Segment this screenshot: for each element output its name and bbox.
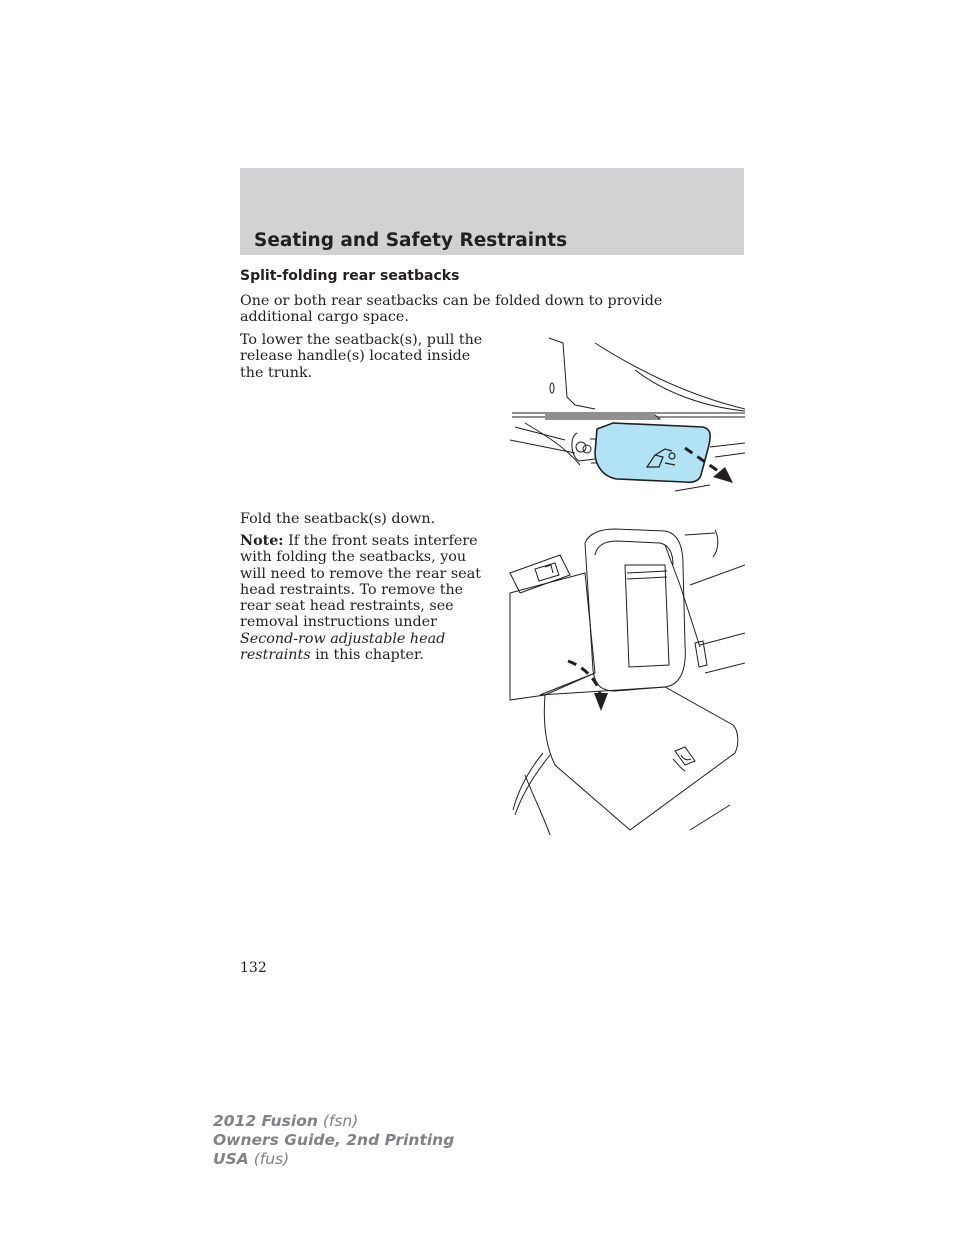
- note-label: Note:: [240, 533, 284, 549]
- fold-direction-arrow: [568, 661, 608, 711]
- footer-model-line: [213, 1112, 454, 1131]
- footer-region-line: [213, 1150, 454, 1169]
- section-heading: Split-folding rear seatbacks: [240, 268, 460, 284]
- page-number: 132: [240, 960, 267, 976]
- release-handle-highlight: [595, 423, 710, 482]
- note-text: If the front seats interfere with folding the seatbacks, you will need to remove the rear seat head restraints. To remove the rear seat head restraints, see removal instructions under: [240, 533, 481, 631]
- note-paragraph: [240, 533, 492, 663]
- footer-model-code: (fsn): [322, 1112, 359, 1130]
- note-text-end: in this chapter.: [310, 647, 424, 664]
- footer-guide: Owners Guide, 2nd Printing: [213, 1131, 455, 1149]
- footer-model: 2012 Fusion: [213, 1112, 318, 1130]
- note-reference: Second-row adjustable head restraints: [240, 630, 446, 664]
- chapter-title: Seating and Safety Restraints: [254, 230, 568, 251]
- chapter-header-band: [240, 168, 744, 255]
- seatback-folding-illustration: [505, 525, 745, 837]
- intro-paragraph: One or both rear seatbacks can be folded down to provide additional cargo space.: [240, 293, 663, 326]
- footer-region: USA: [213, 1150, 249, 1168]
- fold-paragraph: Fold the seatback(s) down.: [240, 511, 436, 527]
- footer-region-code: (fus): [253, 1150, 290, 1168]
- document-footer: [213, 1112, 454, 1169]
- lower-seatback-paragraph: To lower the seatback(s), pull the release handle(s) located inside the trunk.: [240, 332, 483, 381]
- release-handle-illustration: [505, 335, 745, 493]
